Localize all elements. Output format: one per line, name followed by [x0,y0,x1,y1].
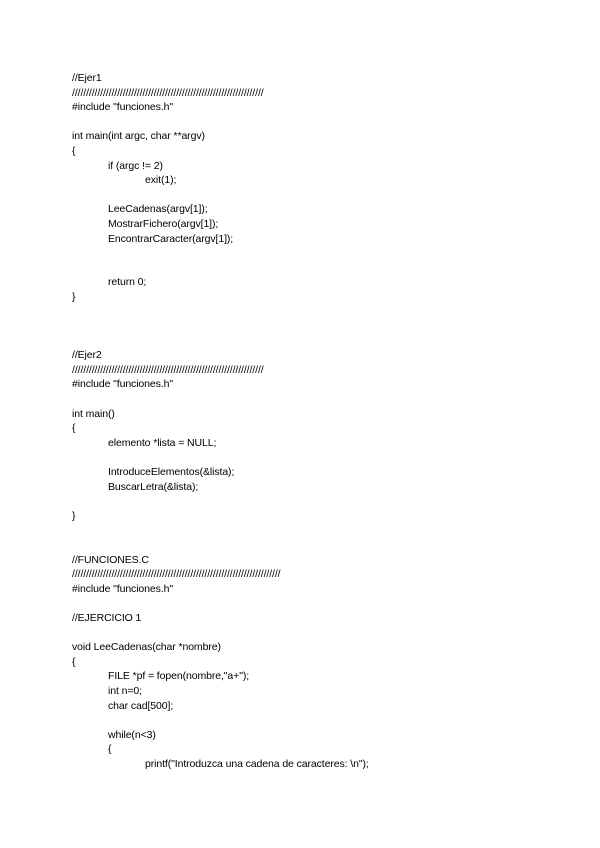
blank-line [72,261,582,276]
code-line: if (argc != 2) [108,159,163,172]
code-line: void LeeCadenas(char *nombre) [72,641,221,654]
code-line: int main(int argc, char **argv) [72,130,205,143]
blank-line [72,305,582,320]
code-line: int main() [72,407,115,420]
code-line: IntroduceElementos(&lista); [108,466,235,479]
code-line: { [72,422,76,435]
code-line: } [72,290,76,303]
code-line: EncontrarCaracter(argv[1]); [108,232,234,245]
blank-line [72,115,582,130]
blank-line [72,334,582,349]
code-line: int n=0; [108,684,142,697]
code-line: #include "funciones.h" [72,101,173,114]
blank-line [72,392,582,407]
code-line: BuscarLetra(&lista); [108,480,199,493]
code-line: FILE *pf = fopen(nombre,"a+"); [108,670,250,683]
code-line: ////////////////////////////////////////////////////////////////////////// [72,568,281,581]
blank-line [72,319,582,334]
code-line: { [72,144,76,157]
code-line: //Ejer1 [72,72,102,84]
code-line: LeeCadenas(argv[1]); [108,203,208,216]
code-line: #include "funciones.h" [72,582,173,595]
blank-line [72,450,582,465]
blank-line [72,538,582,553]
code-line: } [72,509,76,522]
code-listing [72,71,582,772]
code-line: elemento *lista = NULL; [108,436,217,449]
code-line: //FUNCIONES.C [72,553,149,566]
code-line: exit(1); [145,174,177,187]
code-line: while(n<3) [108,728,156,741]
code-line: { [72,655,76,668]
blank-line [72,713,582,728]
blank-line [72,494,582,509]
code-line: //Ejer2 [72,349,102,362]
code-line: //EJERCICIO 1 [72,611,142,624]
code-line: return 0; [108,276,147,289]
code-line: //////////////////////////////////////////////////////////////////// [72,86,264,99]
code-line: #include "funciones.h" [72,378,173,391]
blank-line [72,523,582,538]
code-line: //////////////////////////////////////////////////////////////////// [72,363,264,376]
code-line: MostrarFichero(argv[1]); [108,217,219,230]
code-line: { [108,743,112,756]
code-line: printf("Introduzca una cadena de caracteres: \n"); [145,757,369,770]
blank-line [72,188,582,203]
blank-line [72,626,582,641]
blank-line [72,596,582,611]
blank-line [72,246,582,261]
code-line: char cad[500]; [108,699,174,712]
